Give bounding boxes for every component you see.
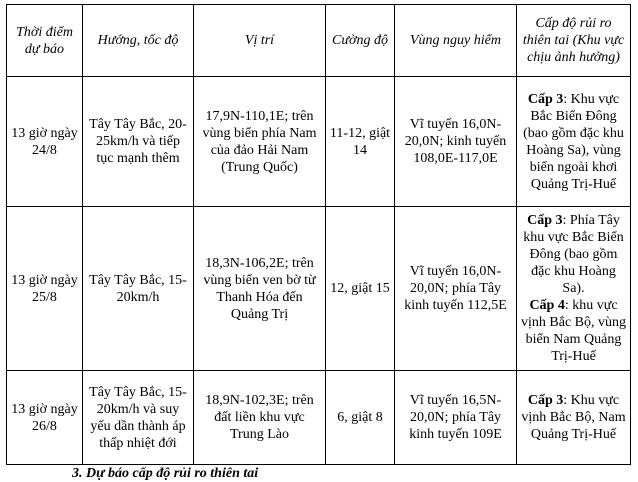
risk-entry	[520, 392, 627, 443]
risk-area: : Phía Tây khu vực Bắc Biển Đông (bao gồm đặc khu Hoàng Sa).	[523, 213, 624, 296]
table-row	[7, 77, 631, 207]
table-row	[7, 207, 631, 371]
section-heading-footer: 3. Dự báo cấp độ rủi ro thiên tai	[72, 466, 259, 481]
risk-level: Cấp 3	[527, 393, 564, 408]
table-row	[7, 371, 631, 465]
cell-danger-zone: Vĩ tuyến 16,0N-20,0N; kinh tuyến 108,0E-117,0E	[395, 77, 517, 207]
cell-position: 18,3N-106,2E; trên vùng biển ven bờ từ Thanh Hóa đến Quảng Trị	[194, 207, 326, 371]
header-intensity: Cường độ	[326, 5, 395, 77]
header-direction: Hướng, tốc độ	[83, 5, 194, 77]
cell-time: 13 giờ ngày 26/8	[7, 371, 83, 465]
cell-danger-zone: Vĩ tuyến 16,5N-20,0N; phía Tây kinh tuyến 109E	[395, 371, 517, 465]
cell-direction: Tây Tây Bắc, 15-20km/h và suy yếu dần thành áp thấp nhiệt đới	[83, 371, 194, 465]
header-position: Vị trí	[194, 5, 326, 77]
cell-position: 18,9N-102,3E; trên đất liền khu vực Trung Lào	[194, 371, 326, 465]
header-time: Thời điểm dự báo	[7, 5, 83, 77]
header-danger-zone: Vùng nguy hiểm	[395, 5, 517, 77]
header-row	[7, 5, 631, 77]
cell-risk	[517, 77, 631, 207]
cell-danger-zone: Vĩ tuyến 16,0N-20,0N; phía Tây kinh tuyến 112,5E	[395, 207, 517, 371]
cell-time: 13 giờ ngày 25/8	[7, 207, 83, 371]
risk-level: Cấp 4	[529, 298, 565, 313]
risk-entry	[520, 91, 627, 193]
cell-intensity: 6, giật 8	[326, 371, 395, 465]
risk-level: Cấp 3	[527, 213, 563, 228]
risk-entry	[520, 297, 627, 365]
cell-risk	[517, 207, 631, 371]
risk-entry	[520, 212, 627, 297]
cell-direction: Tây Tây Bắc, 15-20km/h	[83, 207, 194, 371]
cell-direction: Tây Tây Bắc, 20-25km/h và tiếp tục mạnh thêm	[83, 77, 194, 207]
risk-area: : Khu vực Bắc Biển Đông (bao gồm đặc khu Hoàng Sa), vùng biển ngoài khơi Quảng Trị-Huế	[523, 91, 624, 192]
risk-area: : Khu vực vịnh Bắc Bộ, Nam Quảng Trị-Huế	[521, 393, 626, 442]
cell-position: 17,9N-110,1E; trên vùng biển phía Nam của đảo Hải Nam (Trung Quốc)	[194, 77, 326, 207]
cell-risk	[517, 371, 631, 465]
forecast-table	[6, 4, 631, 465]
cell-intensity: 11-12, giật 14	[326, 77, 395, 207]
cell-intensity: 12, giật 15	[326, 207, 395, 371]
cell-time: 13 giờ ngày 24/8	[7, 77, 83, 207]
risk-level: Cấp 3	[527, 91, 564, 107]
risk-area: : khu vực vịnh Bắc Bộ, vùng biển Nam Quảng Trị-Huế	[521, 298, 626, 364]
header-risk: Cấp độ rủi ro thiên tai (Khu vực chịu ảnh hưởng)	[517, 5, 631, 77]
